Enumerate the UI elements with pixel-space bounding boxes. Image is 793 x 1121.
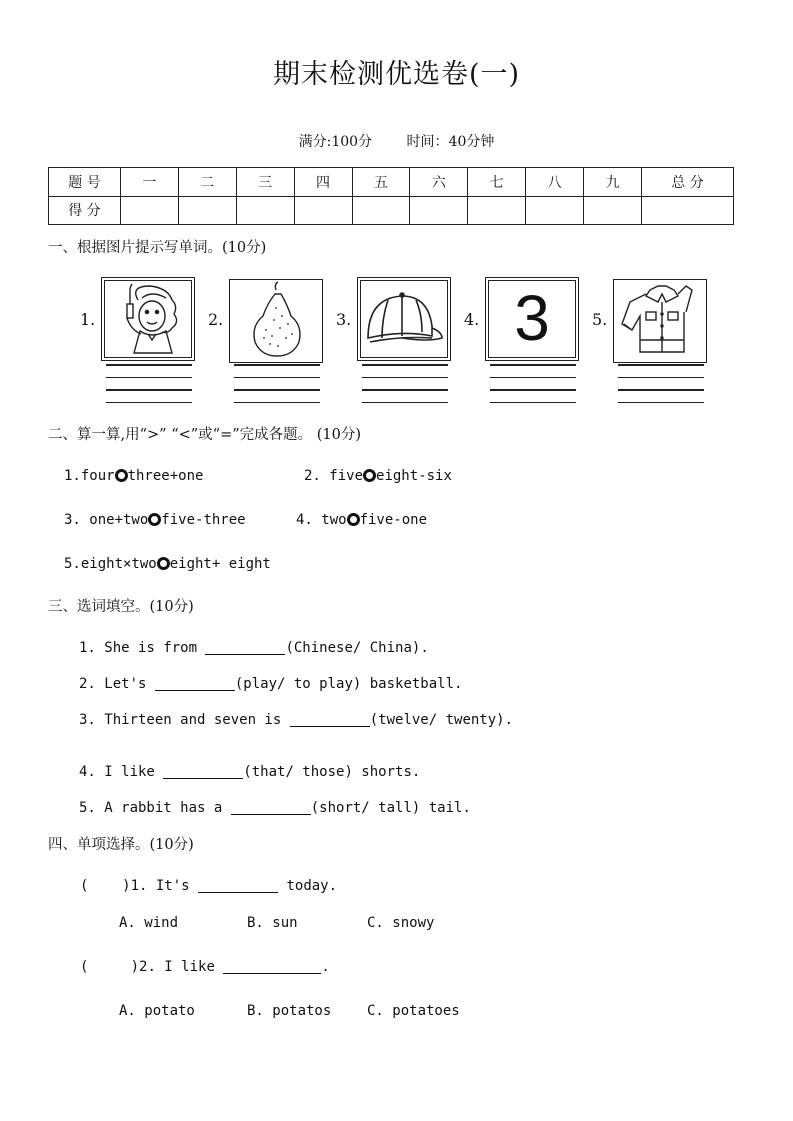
answer-blank[interactable] xyxy=(223,960,321,974)
comparison-right: eight+ eight xyxy=(169,556,271,572)
section4-heading: 四、单项选择。(10分) xyxy=(48,837,194,853)
comparison-left: 4. two xyxy=(296,512,347,528)
header-cell: 四 xyxy=(294,168,352,197)
answer-blank[interactable] xyxy=(155,677,235,691)
header-cell: 六 xyxy=(410,168,468,197)
section2-heading: 二、算一算,用“>” “<”或“=”完成各题。 (10分) xyxy=(48,427,362,443)
answer-blank[interactable] xyxy=(163,765,243,779)
comparison-right: three+one xyxy=(127,468,204,484)
question-stem: 2. I like xyxy=(139,959,215,975)
fill-blank-options: (Chinese/ China). xyxy=(285,640,429,656)
fill-blank-item xyxy=(79,640,429,656)
fill-blank-options: (twelve/ twenty). xyxy=(369,712,514,728)
pear-icon xyxy=(230,280,321,361)
fill-blank-options: (short/ tall) tail. xyxy=(310,800,471,816)
comparison-left: 2. five xyxy=(304,468,364,484)
header-cell: 五 xyxy=(352,168,410,197)
picture-box xyxy=(485,277,579,361)
cap-icon xyxy=(358,278,449,359)
page-title: 期末检测优选卷(一) xyxy=(272,59,521,90)
picture-number: 2. xyxy=(208,310,224,329)
picture-number: 4. xyxy=(464,310,480,329)
answer-circle[interactable] xyxy=(148,513,161,526)
header-cell: 九 xyxy=(584,168,642,197)
comparison-right: five-three xyxy=(161,512,246,528)
comparison-item xyxy=(64,512,246,528)
header-cell: 题 号 xyxy=(49,168,121,197)
answer-blank[interactable] xyxy=(198,879,278,893)
score-cell[interactable] xyxy=(352,196,410,225)
choice-option[interactable]: B. sun xyxy=(247,915,298,931)
score-table xyxy=(48,167,734,225)
picture-number: 5. xyxy=(592,310,608,329)
score-cell[interactable] xyxy=(294,196,352,225)
header-cell: 二 xyxy=(178,168,236,197)
row-label: 得 分 xyxy=(49,196,121,225)
answer-circle[interactable] xyxy=(347,513,360,526)
answer-blank[interactable] xyxy=(290,713,370,727)
comparison-item xyxy=(64,468,203,484)
nurse-icon xyxy=(102,278,193,359)
choice-option[interactable]: A. wind xyxy=(119,915,179,931)
question-end: today. xyxy=(286,878,338,894)
fill-blank-text: 4. I like xyxy=(79,764,155,780)
header-cell: 三 xyxy=(236,168,294,197)
answer-lines[interactable] xyxy=(106,364,192,414)
header-cell: 一 xyxy=(120,168,178,197)
answer-lines[interactable] xyxy=(618,364,704,414)
exam-meta xyxy=(0,131,793,151)
choice-option[interactable]: C. snowy xyxy=(367,915,435,931)
full-score: 满分:100分 xyxy=(298,134,373,150)
fill-blank-options: (that/ those) shorts. xyxy=(243,764,421,780)
answer-lines[interactable] xyxy=(234,364,320,414)
answer-blank[interactable] xyxy=(205,641,285,655)
score-cell[interactable] xyxy=(178,196,236,225)
question-stem: 1. It's xyxy=(130,878,190,894)
header-cell: 总 分 xyxy=(642,168,734,197)
picture-number: 1. xyxy=(80,310,96,329)
choice-option[interactable]: A. potato xyxy=(119,1003,195,1019)
fill-blank-text: 5. A rabbit has a xyxy=(79,800,223,816)
fill-blank-item xyxy=(79,764,420,780)
comparison-right: five-one xyxy=(359,512,428,528)
comparison-left: 5.eight×two xyxy=(64,556,157,572)
answer-circle[interactable] xyxy=(363,469,376,482)
answer-blank[interactable] xyxy=(231,801,311,815)
fill-blank-item xyxy=(79,676,462,692)
comparison-item xyxy=(64,556,271,572)
comparison-item xyxy=(296,512,427,528)
number-three-icon: 3 xyxy=(514,282,550,354)
score-table-score-row xyxy=(49,196,734,225)
choice-option[interactable]: C. potatoes xyxy=(367,1003,460,1019)
answer-lines[interactable] xyxy=(490,364,576,414)
score-cell[interactable] xyxy=(410,196,468,225)
picture-number: 3. xyxy=(336,310,352,329)
time-limit: 时间：40分钟 xyxy=(406,134,495,150)
answer-lines[interactable] xyxy=(362,364,448,414)
fill-blank-options: (play/ to play) basketball. xyxy=(234,676,463,692)
picture-box xyxy=(613,279,707,363)
fill-blank-text: 3. Thirteen and seven is xyxy=(79,712,282,728)
choice-question xyxy=(80,959,330,975)
choice-option[interactable]: B. potatos xyxy=(247,1003,332,1019)
picture-box xyxy=(101,277,195,361)
score-cell[interactable] xyxy=(526,196,584,225)
section1-heading: 一、根据图片提示写单词。(10分) xyxy=(48,240,267,256)
comparison-left: 1.four xyxy=(64,468,115,484)
score-cell[interactable] xyxy=(468,196,526,225)
comparison-item xyxy=(304,468,452,484)
comparison-right: eight-six xyxy=(376,468,452,484)
answer-circle[interactable] xyxy=(115,469,128,482)
score-cell[interactable] xyxy=(120,196,178,225)
score-cell[interactable] xyxy=(642,196,734,225)
section3-heading: 三、选词填空。(10分) xyxy=(48,599,194,615)
shirt-icon xyxy=(614,280,705,361)
answer-paren[interactable]: ( ) xyxy=(80,959,140,975)
score-cell[interactable] xyxy=(584,196,642,225)
score-cell[interactable] xyxy=(236,196,294,225)
header-cell: 七 xyxy=(468,168,526,197)
question-end: . xyxy=(321,959,330,975)
answer-paren[interactable]: ( ) xyxy=(80,878,131,894)
fill-blank-text: 2. Let's xyxy=(79,676,147,692)
comparison-left: 3. one+two xyxy=(64,512,149,528)
answer-circle[interactable] xyxy=(157,557,170,570)
fill-blank-item xyxy=(79,712,513,728)
header-cell: 八 xyxy=(526,168,584,197)
score-table-header-row xyxy=(49,168,734,197)
fill-blank-item xyxy=(79,800,471,816)
choice-question xyxy=(80,878,337,894)
picture-box xyxy=(357,277,451,361)
picture-box xyxy=(229,279,323,363)
fill-blank-text: 1. She is from xyxy=(79,640,198,656)
